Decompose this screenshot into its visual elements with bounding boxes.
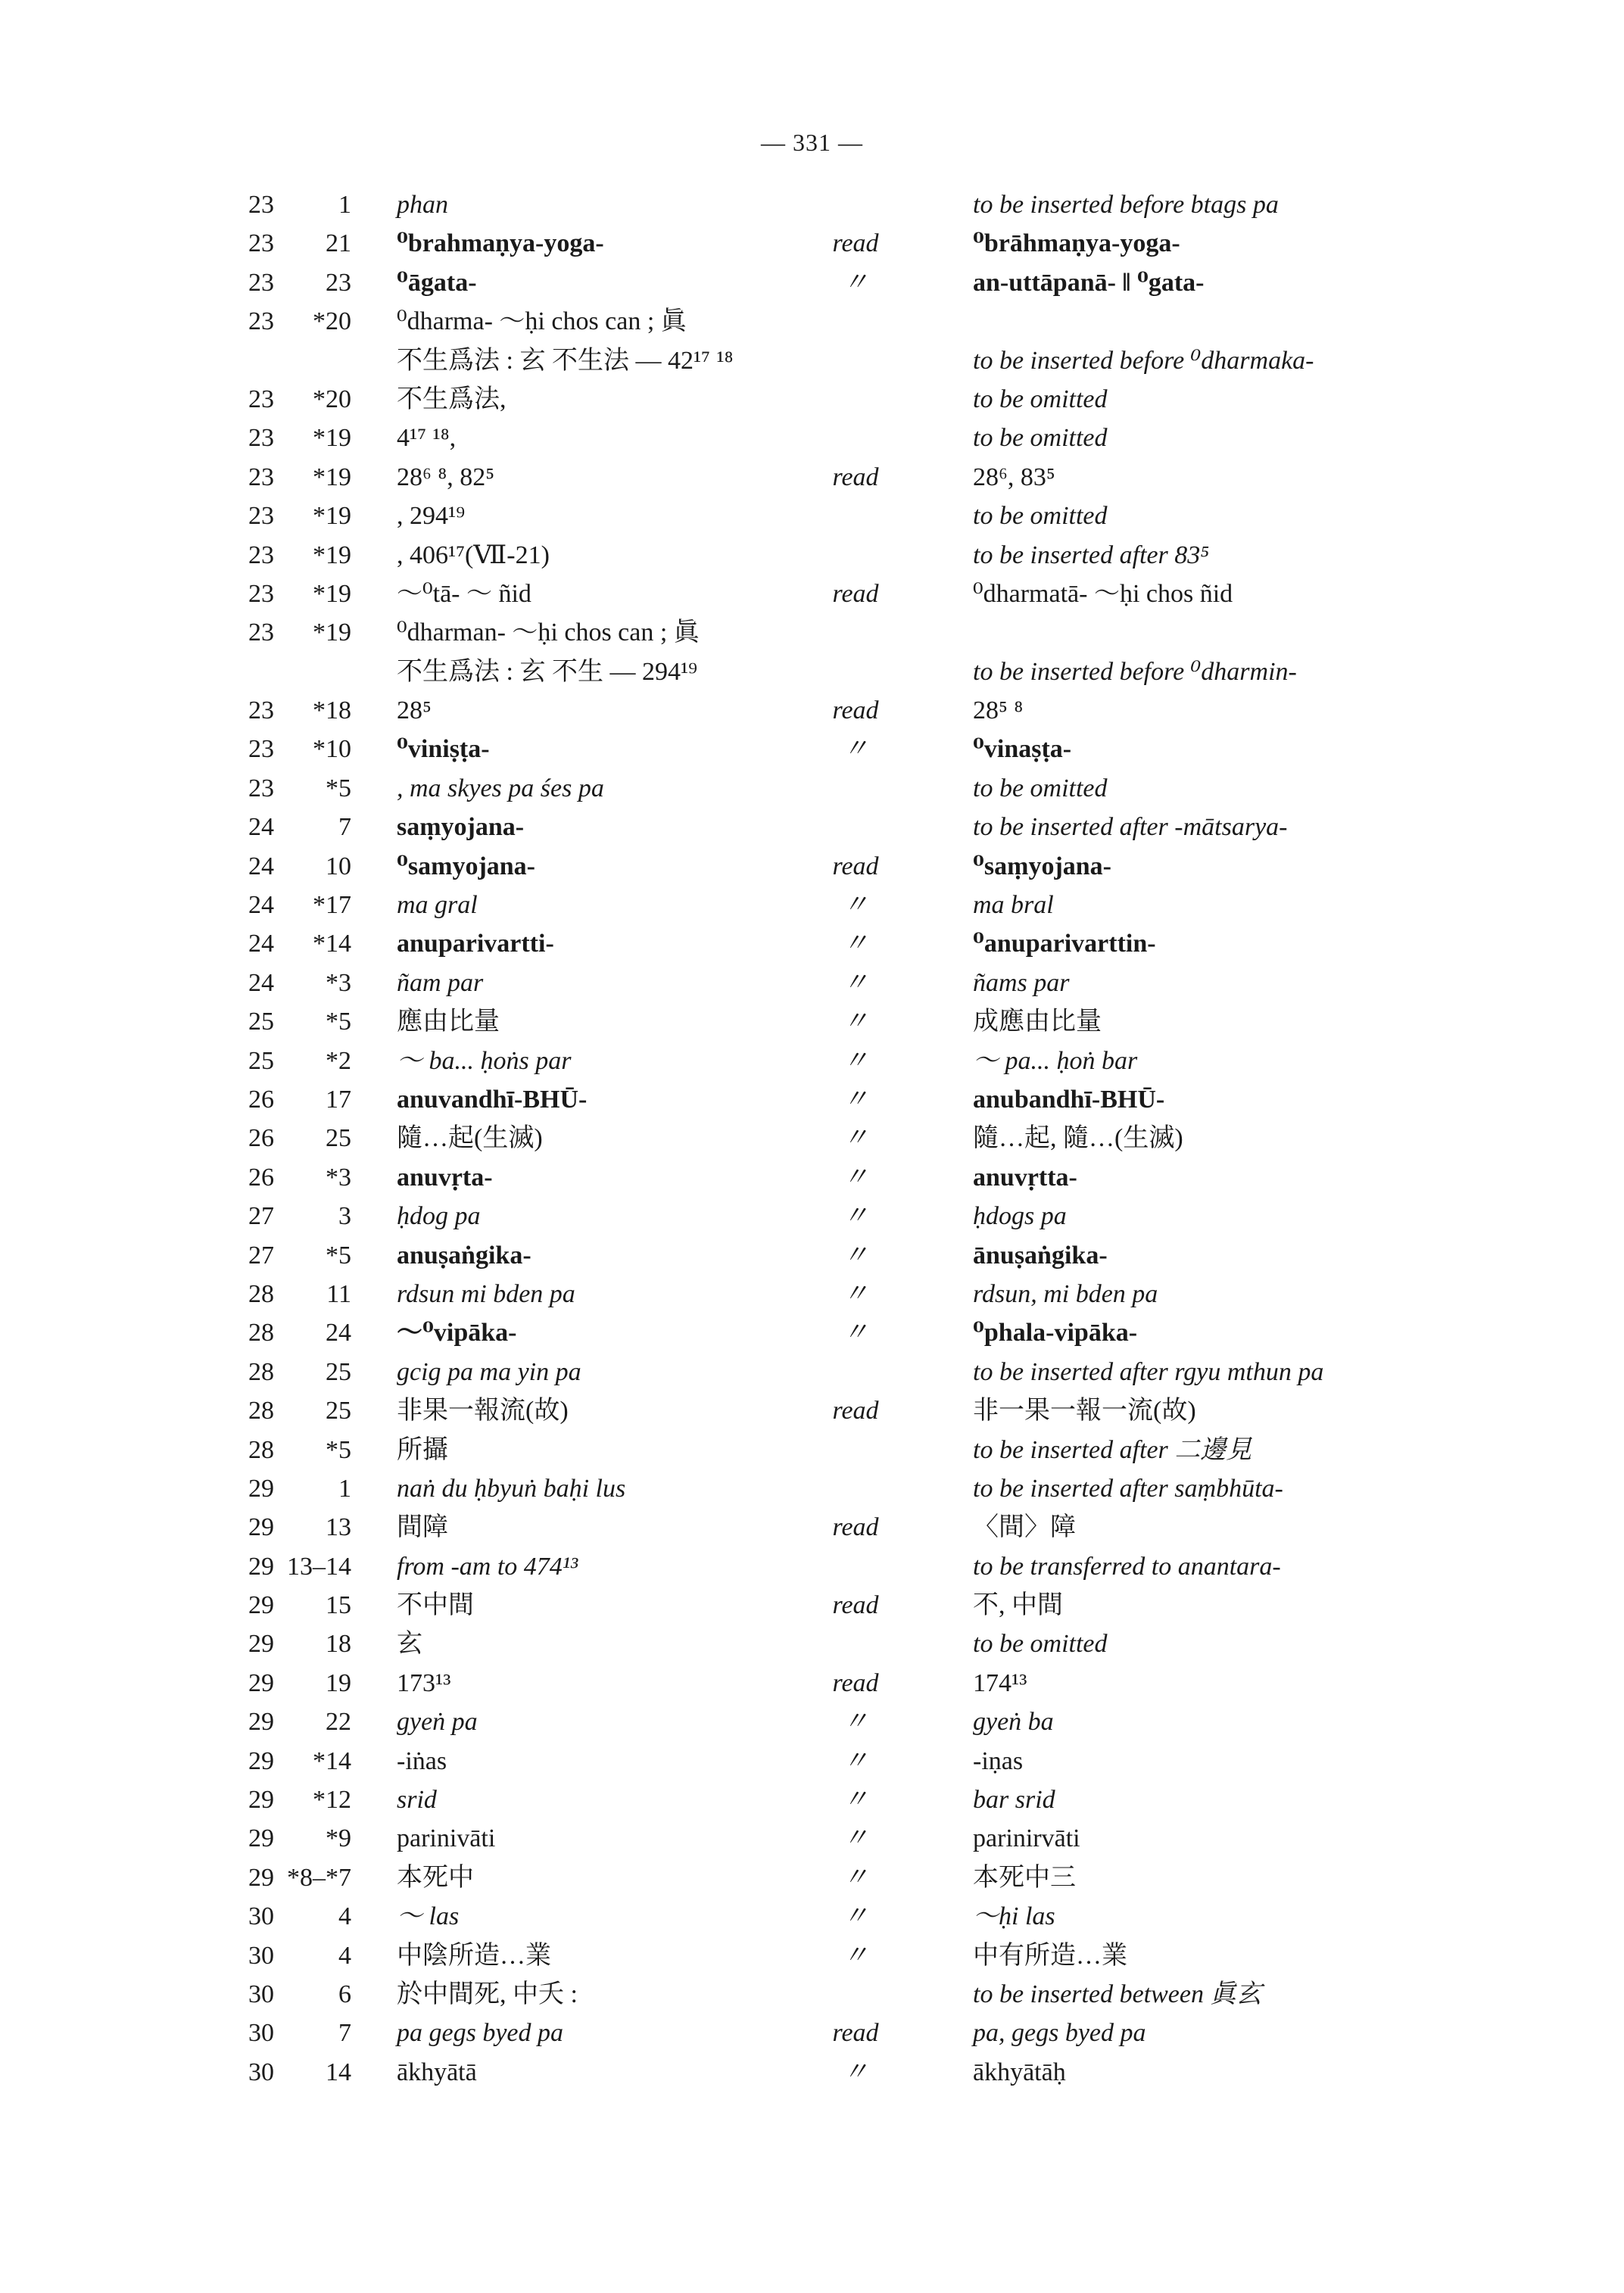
line-ref: 4 xyxy=(338,1902,351,1931)
errata-row xyxy=(227,808,1439,846)
corrected-text: parinirvāti xyxy=(973,1824,1080,1853)
erroneous-text: 不生爲法 : 玄 不生 — 294¹⁹ xyxy=(397,657,697,686)
page-ref: 28 xyxy=(248,1279,274,1308)
line-ref: *14 xyxy=(313,930,351,958)
corrected-text: ～ḥi las xyxy=(973,1902,1055,1931)
errata-table xyxy=(227,185,1439,2092)
errata-row xyxy=(227,1586,1439,1625)
correction-mark: 〃 xyxy=(843,1902,868,1931)
page-ref: 29 xyxy=(248,1786,274,1815)
erroneous-text: 應由比量 xyxy=(397,1008,500,1036)
errata-row xyxy=(227,263,1439,302)
errata-row xyxy=(227,185,1439,224)
page-ref: 28 xyxy=(248,1319,274,1347)
errata-row xyxy=(227,1469,1439,1508)
page-ref: 25 xyxy=(248,1046,274,1075)
erroneous-text: ⁰āgata- xyxy=(397,268,477,297)
correction-mark: read xyxy=(832,229,879,258)
page-ref: 29 xyxy=(248,1474,274,1503)
errata-row xyxy=(227,691,1439,730)
line-ref: 25 xyxy=(326,1397,351,1425)
errata-row xyxy=(227,575,1439,613)
erroneous-text: ñam par xyxy=(397,968,484,997)
corrected-text: to be transferred to anantara- xyxy=(973,1552,1281,1581)
erroneous-text: 間障 xyxy=(397,1513,448,1542)
erroneous-text: pa gegs byed pa xyxy=(397,2019,564,2048)
errata-row xyxy=(227,730,1439,768)
erroneous-text: ḥdog pa xyxy=(397,1202,481,1231)
page-ref: 27 xyxy=(248,1241,274,1270)
page-ref: 23 xyxy=(248,502,274,531)
page-ref: 24 xyxy=(248,813,274,842)
page-ref: 24 xyxy=(248,968,274,997)
erroneous-text: , ma skyes pa śes pa xyxy=(397,774,604,802)
line-ref: *19 xyxy=(313,424,351,453)
erroneous-text: 隨…起(生滅) xyxy=(397,1124,543,1153)
erroneous-text: gyeṅ pa xyxy=(397,1708,478,1737)
page-ref: 26 xyxy=(248,1124,274,1153)
erroneous-text: anuvandhī-BHŪ- xyxy=(397,1085,588,1114)
correction-mark: 〃 xyxy=(843,1241,868,1270)
line-ref: *9 xyxy=(326,1824,351,1853)
page-ref: 23 xyxy=(248,268,274,297)
corrected-text: bar srid xyxy=(973,1786,1055,1815)
line-ref: 7 xyxy=(338,813,351,842)
page-ref: 28 xyxy=(248,1435,274,1464)
correction-mark: 〃 xyxy=(843,1319,868,1347)
correction-mark: 〃 xyxy=(843,930,868,958)
line-ref: *3 xyxy=(326,968,351,997)
erroneous-text: 玄 xyxy=(397,1630,422,1659)
line-ref: 17 xyxy=(326,1085,351,1114)
line-ref: *20 xyxy=(313,385,351,413)
errata-row xyxy=(227,1936,1439,1975)
errata-row xyxy=(227,1431,1439,1469)
correction-mark: read xyxy=(832,1591,879,1620)
erroneous-text: ～ ba... ḥoṅs par xyxy=(397,1046,572,1075)
erroneous-text: 173¹³ xyxy=(397,1668,451,1697)
errata-row xyxy=(227,1158,1439,1197)
errata-row xyxy=(227,1275,1439,1313)
corrected-text: to be inserted before ⁰dharmaka- xyxy=(973,346,1314,375)
corrected-text: ⁰dharmatā- ～ḥi chos ñid xyxy=(973,579,1233,608)
line-ref: 25 xyxy=(326,1124,351,1153)
correction-mark: 〃 xyxy=(843,1046,868,1075)
corrected-text: rdsun, mi bden pa xyxy=(973,1279,1158,1308)
errata-row xyxy=(227,1975,1439,2014)
errata-row xyxy=(227,1625,1439,1663)
line-ref: *5 xyxy=(326,774,351,802)
errata-row xyxy=(227,1858,1439,1897)
line-ref: *19 xyxy=(313,502,351,531)
line-ref: *8–*7 xyxy=(287,1863,351,1892)
corrected-text: to be omitted xyxy=(973,502,1108,531)
corrected-text: ma bral xyxy=(973,891,1054,920)
errata-row xyxy=(227,458,1439,497)
correction-mark: 〃 xyxy=(843,1941,868,1970)
erroneous-text: 不生爲法, xyxy=(397,385,507,413)
corrected-text: to be omitted xyxy=(973,1630,1108,1659)
correction-mark: 〃 xyxy=(843,268,868,297)
line-ref: *19 xyxy=(313,463,351,491)
corrected-text: ñams par xyxy=(973,968,1070,997)
page-ref: 23 xyxy=(248,229,274,258)
corrected-text: 非一果一報一流(故) xyxy=(973,1397,1196,1425)
page-ref: 26 xyxy=(248,1085,274,1114)
line-ref: *17 xyxy=(313,891,351,920)
page-ref: 23 xyxy=(248,579,274,608)
correction-mark: 〃 xyxy=(843,891,868,920)
line-ref: *19 xyxy=(313,579,351,608)
erroneous-text: 不中間 xyxy=(397,1591,474,1620)
erroneous-text: ～ las xyxy=(397,1902,460,1931)
line-ref: 19 xyxy=(326,1668,351,1697)
page-number: — 331 — xyxy=(761,129,863,156)
erroneous-text: 4¹⁷ ¹⁸, xyxy=(397,424,457,453)
errata-row xyxy=(227,302,1439,341)
correction-mark: 〃 xyxy=(843,1746,868,1775)
correction-mark: 〃 xyxy=(843,1124,868,1153)
erroneous-text: phan xyxy=(397,191,448,219)
page-ref: 30 xyxy=(248,1941,274,1970)
errata-row xyxy=(227,1703,1439,1741)
erroneous-text: 本死中 xyxy=(397,1863,474,1892)
errata-row xyxy=(227,497,1439,535)
erroneous-text: , 406¹⁷(Ⅶ-21) xyxy=(397,541,550,569)
errata-row xyxy=(227,224,1439,263)
corrected-text: 成應由比量 xyxy=(973,1008,1102,1036)
erroneous-text: ⁰brahmaṇya-yoga- xyxy=(397,229,604,258)
correction-mark: 〃 xyxy=(843,1708,868,1737)
erroneous-text: ⁰dharman- ～ḥi chos can ; 眞 xyxy=(397,618,700,647)
correction-mark: 〃 xyxy=(843,1824,868,1853)
erroneous-text: 不生爲法 : 玄 不生法 — 42¹⁷ ¹⁸ xyxy=(397,346,734,375)
page-ref: 23 xyxy=(248,463,274,491)
corrected-text: 〈間〉障 xyxy=(973,1513,1076,1542)
corrected-text: to be inserted after 二邊見 xyxy=(973,1435,1252,1464)
line-ref: 6 xyxy=(338,1980,351,2008)
errata-row xyxy=(227,1508,1439,1547)
erroneous-text: ma gral xyxy=(397,891,478,920)
erroneous-text: ⁰samyojana- xyxy=(397,852,535,880)
corrected-text: ⁰vinaṣṭa- xyxy=(973,735,1072,764)
corrected-text: to be omitted xyxy=(973,385,1108,413)
corrected-text: 不, 中間 xyxy=(973,1591,1063,1620)
line-ref: 3 xyxy=(338,1202,351,1231)
correction-mark: read xyxy=(832,463,879,491)
line-ref: 18 xyxy=(326,1630,351,1659)
errata-row xyxy=(227,769,1439,808)
line-ref: 11 xyxy=(326,1279,351,1308)
corrected-text: ⁰anuparivarttin- xyxy=(973,930,1156,958)
line-ref: *14 xyxy=(313,1746,351,1775)
erroneous-text: -iṅas xyxy=(397,1746,447,1775)
errata-row xyxy=(227,2053,1439,2092)
corrected-text: ⁰brāhmaṇya-yoga- xyxy=(973,229,1180,258)
errata-row xyxy=(227,1197,1439,1235)
erroneous-text: parinivāti xyxy=(397,1824,496,1853)
correction-mark: 〃 xyxy=(843,968,868,997)
line-ref: 21 xyxy=(326,229,351,258)
errata-row xyxy=(227,1080,1439,1119)
corrected-text: -iṇas xyxy=(973,1746,1024,1775)
erroneous-text: , 294¹⁹ xyxy=(397,502,466,531)
corrected-text: gyeṅ ba xyxy=(973,1708,1054,1737)
correction-mark: read xyxy=(832,2019,879,2048)
errata-row xyxy=(227,847,1439,886)
page-ref: 23 xyxy=(248,191,274,219)
corrected-text: to be inserted before ⁰dharmin- xyxy=(973,657,1297,686)
line-ref: 10 xyxy=(326,852,351,880)
line-ref: *5 xyxy=(326,1008,351,1036)
correction-mark: read xyxy=(832,1513,879,1542)
page-ref: 29 xyxy=(248,1708,274,1737)
line-ref: 1 xyxy=(338,191,351,219)
correction-mark: read xyxy=(832,696,879,725)
page-ref: 23 xyxy=(248,385,274,413)
line-ref: *19 xyxy=(313,618,351,647)
corrected-text: 隨…起, 隨…(生滅) xyxy=(973,1124,1183,1153)
page-ref: 29 xyxy=(248,1824,274,1853)
correction-mark: 〃 xyxy=(843,1863,868,1892)
erroneous-text: 所攝 xyxy=(397,1435,448,1464)
page-ref: 30 xyxy=(248,1902,274,1931)
correction-mark: 〃 xyxy=(843,1202,868,1231)
errata-row xyxy=(227,1897,1439,1936)
correction-mark: 〃 xyxy=(843,2058,868,2086)
line-ref: *20 xyxy=(313,307,351,336)
corrected-text: to be inserted after rgyu mthun pa xyxy=(973,1357,1324,1386)
erroneous-text: 非果一報流(故) xyxy=(397,1397,569,1425)
errata-row xyxy=(227,1236,1439,1275)
correction-mark: 〃 xyxy=(843,1786,868,1815)
corrected-text: 本死中三 xyxy=(973,1863,1076,1892)
corrected-text: anubandhī-BHŪ- xyxy=(973,1085,1165,1114)
line-ref: *19 xyxy=(313,541,351,569)
errata-row xyxy=(227,886,1439,924)
page-ref: 23 xyxy=(248,696,274,725)
erroneous-text: 中陰所造…業 xyxy=(397,1941,551,1970)
corrected-text: to be inserted after 83⁵ xyxy=(973,541,1210,569)
correction-mark: read xyxy=(832,579,879,608)
correction-mark: read xyxy=(832,1668,879,1697)
line-ref: 13 xyxy=(326,1513,351,1542)
corrected-text: to be omitted xyxy=(973,424,1108,453)
page-ref: 23 xyxy=(248,424,274,453)
page-ref: 29 xyxy=(248,1668,274,1697)
errata-row xyxy=(227,1664,1439,1703)
page-ref: 25 xyxy=(248,1008,274,1036)
errata-row xyxy=(227,1742,1439,1781)
line-ref: 13–14 xyxy=(287,1552,351,1581)
correction-mark: 〃 xyxy=(843,1008,868,1036)
erroneous-text: ⁰viniṣṭa- xyxy=(397,735,490,764)
page-ref: 23 xyxy=(248,307,274,336)
line-ref: 23 xyxy=(326,268,351,297)
page-ref: 30 xyxy=(248,2019,274,2048)
correction-mark: read xyxy=(832,1397,879,1425)
line-ref: *5 xyxy=(326,1435,351,1464)
corrected-text: to be inserted after saṃbhūta- xyxy=(973,1474,1283,1503)
errata-row xyxy=(227,1119,1439,1157)
erroneous-text: ～⁰tā- ～ ñid xyxy=(397,579,531,608)
corrected-text: 28⁶, 83⁵ xyxy=(973,463,1055,491)
corrected-text: ākhyātāḥ xyxy=(973,2058,1066,2086)
erroneous-text: 28⁶ ⁸, 82⁵ xyxy=(397,463,495,491)
corrected-text: 174¹³ xyxy=(973,1668,1027,1697)
errata-row xyxy=(227,1353,1439,1391)
errata-row xyxy=(227,1781,1439,1819)
corrected-text: ḥdogs pa xyxy=(973,1202,1067,1231)
corrected-text: an-uttāpanā- ‖ ⁰gata- xyxy=(973,268,1205,297)
corrected-text: ～ pa... ḥoṅ bar xyxy=(973,1046,1138,1075)
page-ref: 29 xyxy=(248,1863,274,1892)
errata-row xyxy=(227,1391,1439,1430)
erroneous-text: anuṣaṅgika- xyxy=(397,1241,531,1270)
errata-row xyxy=(227,2014,1439,2052)
corrected-text: to be inserted before btags pa xyxy=(973,191,1279,219)
errata-row xyxy=(227,613,1439,652)
line-ref: 14 xyxy=(326,2058,351,2086)
corrected-text: to be inserted after -mātsarya- xyxy=(973,813,1288,842)
corrected-text: ānuṣaṅgika- xyxy=(973,1241,1108,1270)
line-ref: 24 xyxy=(326,1319,351,1347)
erroneous-text: naṅ du ḥbyuṅ baḥi lus xyxy=(397,1474,626,1503)
line-ref: *10 xyxy=(313,735,351,764)
line-ref: 15 xyxy=(326,1591,351,1620)
page-ref: 29 xyxy=(248,1591,274,1620)
erroneous-text: anuvṛta- xyxy=(397,1163,493,1192)
errata-row xyxy=(227,1819,1439,1858)
page-ref: 30 xyxy=(248,2058,274,2086)
line-ref: 7 xyxy=(338,2019,351,2048)
correction-mark: 〃 xyxy=(843,1163,868,1192)
erroneous-text: gcig pa ma yin pa xyxy=(397,1357,581,1386)
page-ref: 29 xyxy=(248,1552,274,1581)
errata-row xyxy=(227,536,1439,575)
erroneous-text: ākhyātā xyxy=(397,2058,477,2086)
corrected-text: 28⁵ ⁸ xyxy=(973,696,1024,725)
corrected-text: anuvṛtta- xyxy=(973,1163,1077,1192)
line-ref: *12 xyxy=(313,1786,351,1815)
line-ref: *18 xyxy=(313,696,351,725)
errata-row xyxy=(227,1042,1439,1080)
errata-row xyxy=(227,1547,1439,1586)
errata-row xyxy=(227,1002,1439,1041)
line-ref: *2 xyxy=(326,1046,351,1075)
page-ref: 28 xyxy=(248,1397,274,1425)
page-ref: 23 xyxy=(248,774,274,802)
corrected-text: 中有所造…業 xyxy=(973,1941,1127,1970)
corrected-text: ⁰phala-vipāka- xyxy=(973,1319,1138,1347)
errata-row xyxy=(227,653,1439,691)
correction-mark: 〃 xyxy=(843,1085,868,1114)
line-ref: *3 xyxy=(326,1163,351,1192)
errata-row xyxy=(227,341,1439,380)
corrected-text: ⁰saṃyojana- xyxy=(973,852,1111,880)
page-ref: 23 xyxy=(248,735,274,764)
erroneous-text: ～⁰vipāka- xyxy=(397,1319,517,1347)
line-ref: 1 xyxy=(338,1474,351,1503)
line-ref: 4 xyxy=(338,1941,351,1970)
erroneous-text: anuparivartti- xyxy=(397,930,554,958)
errata-row xyxy=(227,964,1439,1002)
erroneous-text: ⁰dharma- ～ḥi chos can ; 眞 xyxy=(397,307,687,336)
correction-mark: 〃 xyxy=(843,735,868,764)
erroneous-text: 28⁵ xyxy=(397,696,432,725)
erroneous-text: srid xyxy=(397,1786,437,1815)
corrected-text: to be omitted xyxy=(973,774,1108,802)
errata-row xyxy=(227,1313,1439,1352)
erroneous-text: from -am to 474¹³ xyxy=(397,1552,578,1581)
page-ref: 28 xyxy=(248,1357,274,1386)
correction-mark: 〃 xyxy=(843,1279,868,1308)
page-ref: 29 xyxy=(248,1746,274,1775)
page-ref: 29 xyxy=(248,1513,274,1542)
line-ref: *5 xyxy=(326,1241,351,1270)
page-ref: 24 xyxy=(248,930,274,958)
errata-row xyxy=(227,419,1439,457)
erroneous-text: rdsun mi bden pa xyxy=(397,1279,575,1308)
line-ref: 22 xyxy=(326,1708,351,1737)
erroneous-text: 於中間死, 中夭 : xyxy=(397,1980,578,2008)
page-ref: 27 xyxy=(248,1202,274,1231)
erroneous-text: saṃyojana- xyxy=(397,813,525,842)
line-ref: 25 xyxy=(326,1357,351,1386)
correction-mark: read xyxy=(832,852,879,880)
page-ref: 29 xyxy=(248,1630,274,1659)
page-ref: 24 xyxy=(248,891,274,920)
page-ref: 23 xyxy=(248,618,274,647)
page-ref: 30 xyxy=(248,1980,274,2008)
errata-row xyxy=(227,924,1439,963)
page-ref: 24 xyxy=(248,852,274,880)
page-ref: 23 xyxy=(248,541,274,569)
corrected-text: to be inserted between 眞玄 xyxy=(973,1980,1262,2008)
corrected-text: pa, gegs byed pa xyxy=(973,2019,1146,2048)
errata-row xyxy=(227,380,1439,419)
page-ref: 26 xyxy=(248,1163,274,1192)
